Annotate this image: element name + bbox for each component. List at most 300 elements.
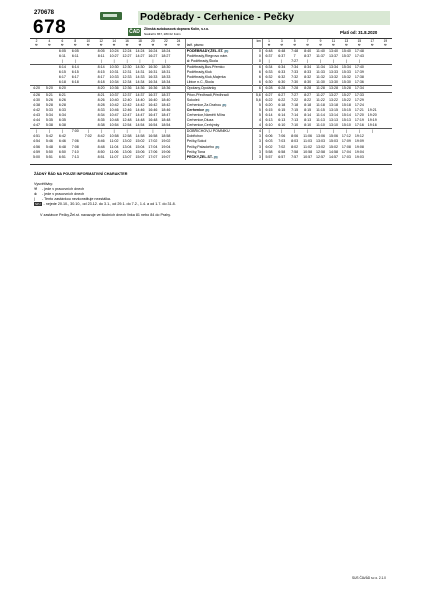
day-symbol: ⚒: [306, 43, 310, 48]
departure-time: 15:13: [341, 118, 351, 123]
departure-time: 13:34: [328, 65, 338, 70]
notes-section: [34, 172, 364, 218]
departure-time: 7:27: [291, 59, 299, 63]
day-symbol: ⚒: [383, 43, 387, 48]
tariff-zone: 4: [252, 118, 262, 123]
departure-time: 8:18: [97, 80, 105, 85]
departure-time: 17:03: [341, 154, 351, 159]
departure-time: 16:34: [148, 80, 158, 85]
departure-time: |: [314, 129, 327, 135]
departure-time: 18:40: [161, 97, 171, 102]
departure-time: 6:21: [56, 92, 69, 98]
departure-time: 8:34: [97, 112, 105, 117]
departure-time: 15:14: [341, 112, 351, 117]
departure-time: 18:24: [161, 48, 171, 53]
km-header: km: [252, 39, 262, 43]
departure-time: 18:31: [161, 70, 171, 75]
departure-time: 15:10: [341, 123, 351, 128]
departure-time: 18:36: [161, 86, 171, 91]
departure-time: 6:51: [58, 154, 66, 159]
departure-time: 6:27: [262, 92, 275, 98]
departure-time: 6:18: [278, 102, 286, 107]
departure-time: 10:27: [109, 53, 119, 58]
departure-time: 14:42: [135, 102, 145, 107]
departure-time: 6:32: [278, 75, 286, 80]
departure-time: |: [121, 129, 134, 135]
departure-time: 8:38: [97, 123, 105, 128]
departure-time: 11:03: [303, 139, 312, 144]
legend-text: - nejede 20.10., 30.10., od 23.12. do 3.1., od 29.1. do 7.2., 1.4. a od 1.7. do 31.8.: [43, 202, 176, 207]
departure-time: 7:27: [288, 92, 301, 98]
stop-name: Pečky,Tona: [185, 150, 252, 155]
legend-title: Vysvětlivky:: [34, 182, 54, 187]
departure-time: 12:31: [122, 70, 132, 75]
departure-time: 8:14: [95, 65, 108, 71]
connection-remark: V zastávce Pečky,Žel.st. navazuje ve školních dnech linka 81 nebo 84 do Prahy.: [40, 212, 171, 217]
day-symbol: ⚒: [86, 43, 90, 48]
tariff-zone: 6: [252, 80, 262, 86]
departure-time: 13:27: [328, 92, 338, 97]
departure-time: 15:33: [341, 70, 351, 75]
departure-time: 11:34: [314, 65, 327, 71]
legend-symbol: |: [34, 197, 35, 202]
departure-time: 10:42: [109, 102, 119, 107]
departure-time: 8:21: [95, 92, 108, 98]
departure-time: |: [333, 59, 334, 63]
departure-time: 6:35: [58, 118, 66, 123]
departure-time: 13:18: [328, 102, 338, 107]
legend-text: - jede v pracovních dnech: [42, 187, 85, 192]
tariff-zone: 3: [252, 150, 262, 155]
departure-time: 11:40: [314, 48, 327, 54]
day-symbol: ⚒: [151, 43, 155, 48]
departure-time: 18:54: [161, 123, 171, 128]
departure-time: 6:28: [275, 86, 288, 92]
departure-time: 12:40: [122, 97, 132, 102]
connection-number: 2: [35, 39, 38, 43]
departure-time: 18:37: [161, 92, 171, 97]
stop-name: Opolany,Opolánky: [185, 86, 252, 92]
departure-time: 7:06: [278, 134, 286, 139]
departure-time: 12:47: [122, 112, 132, 117]
departure-time: 19:07: [161, 154, 171, 159]
departure-time: 12:48: [122, 118, 132, 123]
departure-time: |: [56, 129, 69, 135]
departure-time: 7:10: [291, 123, 299, 128]
departure-time: 14:31: [135, 70, 145, 75]
departure-time: 17:21: [354, 107, 364, 112]
departure-time: 15:34: [341, 65, 351, 70]
departure-time: 17:09: [341, 139, 351, 144]
departure-time: 6:22: [265, 97, 273, 102]
stop-name: Pečky,Palackého 🚌: [185, 145, 252, 150]
stop-name: Libice n.C.,Škola: [185, 80, 252, 86]
departure-time: 6:14: [278, 112, 286, 117]
departure-time: 4:51: [32, 134, 40, 139]
departure-time: |: [262, 129, 275, 135]
departure-time: 8:51: [97, 154, 105, 159]
tariff-zone: 6: [252, 75, 262, 80]
departure-time: 18:34: [161, 80, 171, 85]
departure-time: 8:02: [291, 144, 299, 149]
departure-time: |: [165, 59, 167, 63]
departure-time: 15:04: [135, 144, 145, 149]
departure-time: 6:28: [58, 102, 66, 107]
departure-time: 17:02: [148, 139, 158, 144]
departure-time: 12:24: [122, 48, 132, 53]
departure-time: |: [152, 59, 154, 63]
departure-time: 17:06: [148, 149, 158, 154]
departure-time: 6:33: [278, 70, 286, 75]
departure-time: 6:48: [275, 48, 288, 54]
departure-time: |: [74, 59, 76, 63]
day-symbol: ⚒: [125, 43, 129, 48]
departure-time: 7:08: [71, 144, 79, 149]
departure-time: 15:03: [328, 139, 338, 144]
departure-time: 13:13: [328, 118, 338, 123]
departure-time: 16:46: [148, 107, 158, 112]
departure-time: 6:32: [265, 75, 273, 80]
departure-time: 13:02: [122, 139, 132, 144]
connection-number: 9: [319, 39, 322, 43]
day-symbol: ⚒: [332, 43, 335, 48]
departure-time: 6:15: [71, 70, 79, 75]
departure-time: 6:27: [275, 92, 288, 98]
departure-time: 6:14: [56, 65, 69, 71]
departure-time: 8:46: [97, 139, 105, 144]
departure-time: |: [126, 59, 128, 63]
departure-time: 7:28: [288, 86, 301, 92]
departure-time: 11:04: [109, 144, 119, 149]
stop-name: PODĚBRADY,ŽEL.ST. 🚌: [185, 48, 252, 54]
departure-time: 16:24: [148, 48, 158, 53]
connection-number: 11: [331, 39, 336, 43]
departure-time: 14:36: [135, 86, 145, 91]
departure-time: 15:06: [135, 149, 145, 154]
legend-text: - Tento zastávkou nezkonstituje nezstálka.: [42, 197, 112, 202]
day-symbol: ⚒: [319, 43, 322, 48]
tariff-zone: 5: [252, 113, 262, 118]
connection-number: 22: [164, 39, 168, 43]
departure-time: 16:40: [148, 97, 158, 102]
departure-time: 13:33: [328, 70, 338, 75]
departure-time: 5:00: [32, 154, 40, 159]
departure-time: 13:14: [328, 112, 338, 117]
table-row: [30, 155, 392, 160]
stop-name: Pečky,Sokol: [185, 139, 252, 144]
departure-time: 8:33: [304, 70, 312, 75]
departure-time: [82, 155, 95, 160]
departure-time: 6:50: [58, 149, 66, 154]
departure-time: 6:37: [278, 53, 286, 58]
departure-time: |: [146, 129, 159, 135]
departure-time: 13:28: [328, 86, 338, 91]
departure-time: 15:02: [328, 144, 338, 149]
departure-time: 17:38: [354, 75, 364, 80]
departure-time: 4:44: [32, 118, 40, 123]
departure-time: |: [307, 59, 309, 63]
departure-time: 6:05: [56, 48, 69, 54]
departure-time: 17:04: [148, 144, 158, 149]
departure-time: 6:17: [58, 75, 66, 80]
tariff-zone: 3: [252, 155, 262, 160]
departure-time: |: [275, 129, 288, 135]
departure-time: 17:33: [354, 92, 364, 97]
departure-time: 10:36: [109, 86, 119, 91]
departure-time: 15:30: [341, 80, 351, 85]
tariff-zone: 4: [252, 129, 262, 135]
departure-time: 6:28: [262, 86, 275, 92]
departure-time: 13:32: [328, 75, 338, 80]
departure-time: 7:03: [278, 139, 286, 144]
departure-time: 7:15: [291, 107, 299, 112]
tariff-zone: 3: [252, 134, 262, 139]
departure-time: 8:17: [97, 75, 105, 80]
departure-time: 17:24: [354, 102, 364, 107]
departure-time: |: [340, 129, 353, 135]
departure-time: 10:58: [109, 134, 119, 139]
day-symbol: ⚒: [357, 43, 361, 48]
departure-time: 8:28: [301, 86, 314, 92]
departure-time: 4:42: [32, 107, 40, 112]
stop-name: ⊗ Poděbrady,Škola: [185, 59, 252, 65]
departure-time: 8:14: [304, 112, 312, 117]
departure-time: 17:48: [354, 48, 364, 53]
departure-time: 7:06: [71, 139, 79, 144]
tariff-zone: 6: [252, 86, 262, 92]
departure-time: 16:47: [148, 112, 158, 117]
departure-time: 19:06: [161, 149, 171, 154]
day-symbol: ⚒: [99, 43, 103, 48]
departure-time: |: [159, 129, 172, 135]
departure-time: 16:31: [148, 70, 158, 75]
departure-time: 10:46: [109, 107, 119, 112]
departure-time: 5:35: [45, 118, 53, 123]
legend-symbol: ⊗: [34, 192, 38, 197]
day-symbol: ⚒: [177, 43, 180, 48]
departure-time: 12:42: [122, 102, 132, 107]
stop-name: Cerhenice 🚌: [185, 108, 252, 113]
departure-time: 12:57: [316, 154, 326, 159]
tariff-zone: 0: [252, 59, 262, 65]
departure-time: 7:13: [291, 118, 299, 123]
departure-time: 4:56: [32, 144, 40, 149]
departure-time: 14:30: [135, 65, 145, 70]
departure-time: 4:30: [32, 97, 40, 102]
departure-time: 17:08: [341, 144, 351, 149]
departure-time: 18:42: [161, 102, 171, 107]
departure-time: 7:00: [69, 129, 82, 135]
departure-time: 16:33: [148, 75, 158, 80]
departure-time: 6:18: [58, 80, 66, 85]
day-symbol: ⚒: [47, 43, 51, 48]
departure-time: 14:58: [135, 134, 145, 139]
connection-number: 1: [268, 39, 270, 43]
connection-number: 18: [138, 39, 142, 43]
departure-time: 7:14: [291, 112, 299, 117]
departure-time: 15:22: [341, 97, 351, 102]
departure-time: 19:02: [161, 139, 171, 144]
tariff-zone: 5: [252, 108, 262, 113]
tariff-zone: 3: [252, 145, 262, 150]
departure-time: 13:03: [316, 139, 326, 144]
departure-time: 14:40: [135, 97, 145, 102]
departure-time: 8:28: [97, 102, 105, 107]
connection-number: 19: [383, 39, 388, 43]
departure-time: 6:20: [56, 86, 69, 92]
departure-time: 13:07: [122, 154, 132, 159]
stop-name: Poděbrady,Riegrovo nám.: [185, 54, 252, 59]
departure-time: 17:43: [354, 53, 364, 58]
departure-time: 11:10: [316, 123, 325, 128]
departure-time: 11:28: [314, 86, 327, 92]
departure-time: 6:15: [265, 107, 273, 112]
departure-time: |: [268, 59, 270, 63]
departure-time: 14:34: [135, 80, 145, 85]
bus-logo-icon: [100, 12, 122, 20]
departure-time: 6:57: [278, 154, 286, 159]
valid-from: Platí od: 31.8.2020: [340, 30, 378, 35]
departure-time: 11:32: [316, 75, 325, 80]
departure-time: 17:04: [341, 149, 351, 154]
stop-name: Cerhenice,Cerhýnky: [185, 123, 252, 129]
notes-title: ŽÁDNÝ ŘÁD NA POUZE INFORMATIVNÍ CHARAKTER: [34, 172, 128, 176]
departure-time: 19:04: [161, 144, 171, 149]
departure-time: 11:27: [314, 92, 327, 98]
departure-time: 6:34: [58, 112, 66, 117]
operator-address: Nádražní 867, 280 02 Kolín: [144, 32, 181, 36]
departure-time: 17:40: [354, 65, 364, 70]
departure-time: 7:22: [291, 97, 299, 102]
departure-time: 6:14: [69, 65, 82, 71]
departure-time: |: [134, 129, 147, 135]
departure-time: 18:58: [161, 134, 171, 139]
departure-time: 11:02: [109, 139, 119, 144]
departure-time: 14:37: [135, 92, 145, 97]
departure-time: 6:18: [71, 80, 79, 85]
departure-time: 7:32: [291, 75, 299, 80]
departure-time: |: [82, 129, 95, 135]
departure-time: 5:46: [45, 139, 53, 144]
departure-time: 14:58: [328, 149, 338, 154]
departure-time: 13:30: [328, 80, 338, 85]
departure-time: 7:10: [71, 149, 79, 154]
departure-time: 17:07: [148, 154, 158, 159]
day-symbol: ⚒: [60, 43, 64, 48]
departure-time: 19:04: [354, 149, 364, 154]
departure-time: 12:46: [122, 107, 132, 112]
route-title: Poděbrady - Cerhenice - Pečky: [140, 11, 295, 23]
departure-time: 5:20: [43, 86, 56, 92]
departure-time: 17:19: [354, 118, 364, 123]
departure-time: 19:20: [367, 112, 377, 117]
departure-time: |: [327, 129, 340, 135]
departure-time: 16:54: [148, 123, 158, 128]
legend-text: - jede v pracovních dnech: [42, 192, 85, 197]
departure-time: 7:18: [291, 102, 299, 107]
departure-time: 16:37: [148, 92, 158, 97]
departure-time: 6:48: [58, 144, 66, 149]
stop-name: Poděbrady,Kluk,Majerka: [185, 75, 252, 80]
departure-time: 5:33: [45, 107, 53, 112]
departure-time: 14:54: [135, 123, 145, 128]
tariff-zone: 5,6: [252, 92, 262, 98]
departure-time: |: [366, 129, 379, 135]
connection-number: 8: [74, 39, 77, 43]
departure-time: 14:57: [328, 154, 338, 159]
departure-time: 4:26: [30, 92, 43, 98]
departure-time: 18:27: [161, 53, 171, 58]
departure-time: 17:36: [354, 80, 364, 85]
departure-time: 15:02: [135, 139, 145, 144]
departure-time: 10:24: [109, 48, 119, 53]
stop-name: DOBŘICHOV,U POMNÍKU: [185, 129, 252, 135]
departure-time: 6:30: [265, 80, 273, 85]
departure-time: 10:34: [109, 80, 119, 85]
departure-time: |: [139, 59, 141, 63]
departure-time: 8:32: [304, 75, 312, 80]
departure-time: 11:06: [303, 134, 312, 139]
departure-time: |: [301, 129, 314, 135]
stop-name: Sokoleč: [185, 98, 252, 103]
connection-number: 10: [86, 39, 90, 43]
departure-time: |: [345, 59, 347, 63]
departure-time: 19:09: [354, 139, 364, 144]
departure-time: 5:42: [45, 134, 53, 139]
departure-time: 7:30: [291, 80, 299, 85]
departure-time: 8:10: [304, 123, 312, 128]
departure-time: 11:07: [109, 154, 119, 159]
departure-time: |: [353, 129, 366, 135]
departure-time: [366, 155, 379, 160]
departure-time: 8:27: [301, 92, 314, 98]
departure-time: 14:48: [135, 118, 145, 123]
tariff-zone: 0: [252, 48, 262, 54]
departure-time: 5:57: [265, 154, 273, 159]
day-symbol: ⚒: [164, 43, 168, 48]
connection-number: 24: [176, 39, 181, 43]
tariff-zone: 6: [252, 70, 262, 75]
departure-time: 13:06: [122, 149, 132, 154]
departure-time: 6:15: [58, 70, 66, 75]
departure-time: 18:46: [161, 107, 171, 112]
connection-number: 7: [306, 39, 309, 43]
departure-time: 7:33: [291, 70, 299, 75]
departure-time: 6:11: [58, 53, 66, 58]
departure-time: 19:08: [354, 144, 364, 149]
departure-time: 8:20: [95, 86, 108, 92]
departure-time: 12:33: [122, 75, 132, 80]
departure-time: 8:37: [304, 53, 312, 58]
departure-time: 13:37: [328, 53, 338, 58]
departure-time: |: [100, 59, 102, 63]
departure-time: 8:15: [97, 70, 105, 75]
departure-time: 6:05: [69, 48, 82, 54]
departure-time: 10:48: [109, 118, 119, 123]
departure-time: 8:33: [97, 107, 105, 112]
connection-number: 17: [370, 39, 375, 43]
departure-time: 15:07: [135, 154, 145, 159]
connection-number: 6: [61, 39, 64, 43]
departure-time: 6:10: [265, 123, 273, 128]
departure-time: 6:48: [262, 48, 275, 54]
stop-name: Poděbrady,Kluk: [185, 70, 252, 75]
footer-credit: SUS ČAVÁD s.r.o. 2.1.0: [352, 576, 386, 580]
tariff-zone: 0: [252, 54, 262, 59]
day-symbol: ⚒: [370, 43, 374, 48]
connection-number: 5: [293, 39, 296, 43]
departure-time: |: [43, 129, 56, 135]
